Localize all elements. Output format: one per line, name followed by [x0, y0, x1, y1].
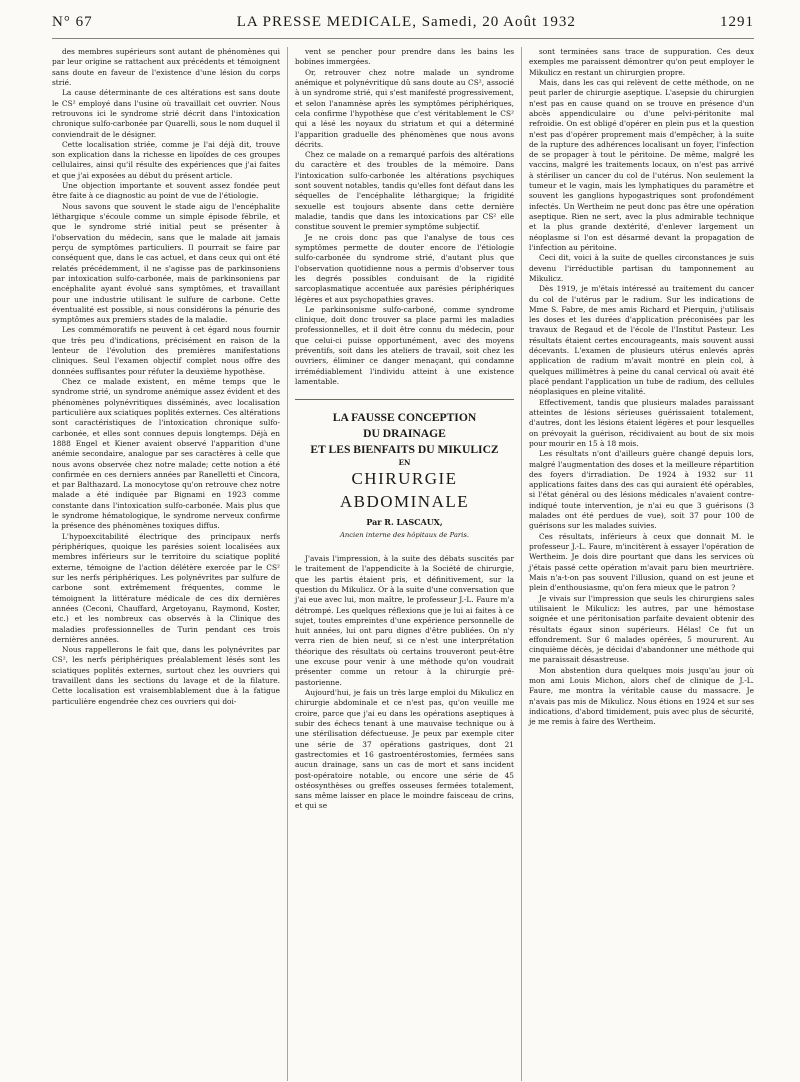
article-title-main: CHIRURGIE ABDOMINALE: [339, 469, 470, 512]
paragraph: sont terminées sans trace de suppuration. Ces deux exemples me paraissent démontrer qu'on peut employer le Mikulicz en restant un chirurgien propre.: [529, 47, 754, 77]
journal-title: LA PRESSE MEDICALE, Samedi, 20 Août 1932: [236, 14, 576, 30]
paragraph: Une objection importante et souvent assez fondée peut être faite à ce diagnostic au point de vue de l'étiologie.: [52, 181, 280, 201]
paragraph: Ceci dit, voici à la suite de quelles circonstances je suis devenu l'irréductible partisan du tamponnement au Mikulicz.: [529, 253, 754, 283]
paragraph: Ces résultats, inférieurs à ceux que donnait M. le professeur J.-L. Faure, m'incitèrent à essayer l'opération de Wertheim. Je dois dire pourtant que dans les services où j'étais passé cette opération m'avait paru bien meurtrière. Mais n'a-t-on pas souvent l'illusion, quand on est jeune et plein d'enthousiasme, qu'on fera mieux que le patron ?: [529, 531, 754, 593]
column-left: [52, 47, 287, 1081]
paragraph: Mais, dans les cas qui relèvent de cette méthode, on ne peut parler de chirurgie aseptique. L'asepsie du chirurgien n'est pas en cause quand on se trouve en présence d'un abcès appendiculaire ou d'une pelvi-péritonite mal refroidie. On est obligé d'opérer en plein pus et la question n'est pas d'opérer proprement mais d'empêcher, à la suite de la rupture des adhérences localisant un foyer, l'infection de se propager à tout le péritoine. De même, malgré les vaccins, malgré les traitements locaux, on n'est pas arrivé à stériliser un cancer du col de l'utérus. Non seulement la tumeur et le vagin, mais les lymphatiques du paramètre et souvent les ganglions hypogastriques sont profondément infectés. Un Wertheim ne peut donc pas être une opération aseptique. Rien ne sert, avec la plus admirable technique et la plus grande dextérité, d'enlever largement un néoplasme si l'on est désarmé devant la propagation de l'infection au péritoine.: [529, 77, 754, 252]
article-title-line: DU DRAINAGE: [363, 427, 446, 441]
paragraph: L'hypoexcitabilité électrique des principaux nerfs périphériques, quoique les parésies soient localisées aux membres inférieurs sur le territoire du sciatique poplité externe, témoigne de l'action délétère exercée par le CS² sur les nerfs périphériques. Les polynévrites par sulfure de carbone sont extrêmement fréquentes, comme le témoignent la littérature médicale de ces dix dernières années (Ceconi, Chauffard, Argetoyanu, Raymond, Koster, etc.) et les nombreux cas observés à la Clinique des maladies professionnelles de Turin pendant ces trois dernières années.: [52, 531, 280, 644]
paragraph: J'avais l'impression, à la suite des débats suscités par le traitement de l'appendicite à la Société de chirurgie, que les partis étaient pris, et définitivement, sur la question du Mikulicz. Or à la suite d'une conversation que j'ai eue avec lui, mon maître, le professeur J.-L. Faure m'a détrompé. Les quelques réflexions que je lui ai faites à ce sujet, toutes empreintes d'une expérience personnelle de huit années, lui ont paru dignes d'être publiées. On n'y verra rien de bien neuf, si ce n'est une interprétation théorique des résultats où certains trouveront peut-être une excuse pour venir à une méthode qu'on voudrait présenter comme un retour à la chirurgie pré-pastorienne.: [295, 553, 514, 687]
paragraph: La cause déterminante de ces altérations est sans doute le CS² employé dans l'usine où travaillait cet ouvrier. Nous retrouvons ici le syndrome strié décrit dans l'intoxication chronique sulfo-carbonée par Quarelli, sous le nom duquel il conviendrait de le désigner.: [52, 88, 280, 139]
article-heading: [295, 410, 514, 540]
column-middle: [287, 47, 521, 1081]
author-affiliation: Ancien interne des hôpitaux de Paris.: [339, 530, 470, 539]
paragraph: vent se pencher pour prendre dans les bains les bobines immergées.: [295, 47, 514, 67]
article-title-connector: EN: [398, 458, 411, 468]
running-head: [52, 14, 754, 39]
paragraph: Aujourd'hui, je fais un très large emploi du Mikulicz en chirurgie abdominale et ce n'est pas, qu'on veuille me croire, parce que j'ai eu dans les opérations aseptiques à subir des échecs tenant à une mauvaise technique ou à une stérilisation défectueuse. Je peux par exemple citer une série de 37 opérations gastriques, dont 21 gastrectomies et 16 gastroentérostomies, fermées sans aucun drainage, sans un cas de mort et sans incident post-opératoire notable, ou encore une série de 45 ostéosynthèses ou greffes osseuses fermées totalement, sans même laisser en place le moindre faisceau de crins, et qui se: [295, 688, 514, 811]
text-columns: [52, 47, 754, 1081]
paragraph: Cette localisation striée, comme je l'ai déjà dit, trouve son explication dans la richesse en lipoïdes de ces groupes cellulaires, ainsi qu'il résulte des expériences que j'ai faites et que j'ai exposées au début du présent article.: [52, 139, 280, 180]
section-divider: [295, 399, 514, 400]
paragraph: Or, retrouver chez notre malade un syndrome anémique et polynévritique dû sans doute au CS², associé à un syndrome strié, qui s'est manifesté progressivement, et selon l'anamnèse après les symptômes périphériques, cela confirme l'hypothèse que c'est véritablement le CS² qui a lésé les noyaux du striatum et qui a déterminé l'apparition graduelle des phénomènes que nous avons décrits.: [295, 67, 514, 149]
paragraph: Chez ce malade existent, en même temps que le syndrome strié, un syndrome anémique assez évident et des phénomènes polynévritiques disséminés, avec localisation particulière aux sciatiques poplités externes. Ces altérations sont caractéristiques de l'intoxication chronique sulfo-carbonée, et elles sont connues depuis longtemps. Déjà en 1888 Engel et Kiener avaient observé l'apparition d'une anémie secondaire, analogue par ses caractères à celle que nous avons observée chez notre malade; cette notion a été confirmée en ces derniers années par Ranelletti et Cincora, et par Balthazard. La monocytose qu'on retrouve chez notre malade a été indiquée par Bignami en 1923 comme constante dans l'intoxication sulfo-carbonée. Mais plus que le syndrome hématologique, le syndrome nerveux confirme la présence des phénomènes toxiques diffus.: [52, 377, 280, 531]
paragraph: Dès 1919, je m'étais intéressé au traitement du cancer du col de l'utérus par le radium. Sur les indications de Mme S. Fabre, de mes amis Richard et Pierquin, j'utilisais les doses et les durées d'application préconisées par les travaux de Regaud et de l'école de l'Institut Pasteur. Les résultats étaient certes encourageants, mais souvent aussi décevants. L'examen de plusieurs utérus enlevés après application de radium m'avait montré en plein col, à quelques millimètres à peine du canal cervical où avait été placé pendant l'application un tube de radium, des cellules néoplasiques en pleine vitalité.: [529, 284, 754, 397]
paragraph: Nous rappellerons le fait que, dans les polynévrites par CS², les nerfs périphériques préalablement lésés sont les sciatiques poplités externes, surtout chez les ouvriers qui travaillent dans les sections du lavage et de la filature. Cette localisation est vraisemblablement due à la fatigue particulière engendrée chez ces ouvriers qui doi-: [52, 645, 280, 706]
paragraph: Nous savons que souvent le stade aigu de l'encéphalite léthargique s'écoule comme un simple épisode fébrile, et que le syndrome strié initial peut se présenter à l'observation du médecin, sans que le malade ait jamais perçu de symptômes particuliers. Il pourrait se faire par conséquent que, dans le cas actuel, et dans ceux qui ont été relatés précédemment, il ne s'agisse pas de parkinsoniens par intoxication sulfo-carbonée, mais de parkinsoniens par encéphalite ayant évolué sans symptômes, et travaillant pour une industrie utilisant le sulfure de carbone. Cette éventualité est possible, si nous considérons la pénurie des symptômes aux premiers stades de la maladie.: [52, 201, 280, 325]
article-byline: Par R. LASCAUX,: [366, 517, 443, 528]
paragraph: Chez ce malade on a remarqué parfois des altérations du caractère et des troubles de la mémoire. Dans l'intoxication sulfo-carbonée les altérations psychiques sont souvent notables, tandis qu'elles font défaut dans les séquelles de l'encéphalite léthargique; la frigidité sexuelle est toujours absente dans cette dernière maladie, tandis que dans les intoxications par CS² elle constitue souvent le premier symptôme subjectif.: [295, 150, 514, 232]
paragraph: Effectivement, tandis que plusieurs malades paraissant atteintes de lésions sérieuses guérissaient totalement, d'autres, dont les lésions étaient légères et pour lesquelles on prévoyait la guérison, récidivaient au bout de six mois pour mourir en 15 à 18 mois.: [529, 397, 754, 448]
paragraph: Les résultats n'ont d'ailleurs guère changé depuis lors, malgré l'augmentation des doses et la meilleure répartition des foyers d'irradiation. De 1924 à 1932 sur 11 applications faites dans des cas qui auraient été opérables, si l'état général ou des lésions médicales n'avaient contre-indiqué toute intervention, je n'ai eu que 3 guérisons (3 malades ont été perdues de vue), soit 37 pour 100 de guérisons sur les malades suivies.: [529, 449, 754, 531]
paragraph: Je vivais sur l'impression que seuls les chirurgiens sales utilisaient le Mikulicz: les autres, par une hémostase soignée et une péritonisation parfaite devaient obtenir des résultats égaux sinon supérieurs. Hélas! Ce fut un effondrement. Sur 6 malades opérées, 5 moururent. Au cinquième décès, je décidai d'abandonner une méthode qui me paraissait désastreuse.: [529, 593, 754, 665]
paragraph: Le parkinsonisme sulfo-carboné, comme syndrome clinique, doit donc trouver sa place parmi les maladies professionnelles, et il doit être connu du médecin, pour que celui-ci puisse opportunément, avec des moyens préventifs, soit dans les ateliers de travail, soit chez les ouvriers, éliminer ce danger menaçant, qui condamne irrémédiablement l'individu atteint à une existence lamentable.: [295, 304, 514, 386]
paragraph: Mon abstention dura quelques mois jusqu'au jour où mon ami Louis Michon, alors chef de clinique de J.-L. Faure, me montra la véritable cause du massacre. Je n'avais pas mis de Mikulicz. Nous étions en 1924 et sur ses indications, d'abord timidement, puis avec plus de sécurité, je me remis à faire des Wertheim.: [529, 665, 754, 727]
column-right: [521, 47, 754, 1081]
article-title-line: ET LES BIENFAITS DU MIKULICZ: [310, 443, 499, 457]
paragraph: Je ne crois donc pas que l'analyse de tous ces symptômes permette de douter encore de l'étiologie sulfo-carbonée du syndrome strié, d'autant plus que l'observation quotidienne nous a permis d'observer tous les degrés possibles conduisant de la rigidité sarcoplasmatique accentuée aux parésies périphériques légères et aux psychopathies graves.: [295, 232, 514, 304]
article-title-line: LA FAUSSE CONCEPTION: [332, 411, 477, 425]
paragraph: des membres supérieurs sont autant de phénomènes qui par leur origine se rattachent aux précédents et témoignent sans doute en faveur de l'existence d'une lésion du corps strié.: [52, 47, 280, 87]
issue-number: N° 67: [52, 14, 93, 30]
paragraph: Les commémoratifs ne peuvent à cet égard nous fournir que très peu d'indications, précisément en raison de la lenteur de l'évolution des premières manifestations cliniques. Seul l'examen objectif complet nous offre des données suffisantes pour réfuter la deuxième hypothèse.: [52, 325, 280, 376]
page-number: 1291: [720, 14, 754, 30]
